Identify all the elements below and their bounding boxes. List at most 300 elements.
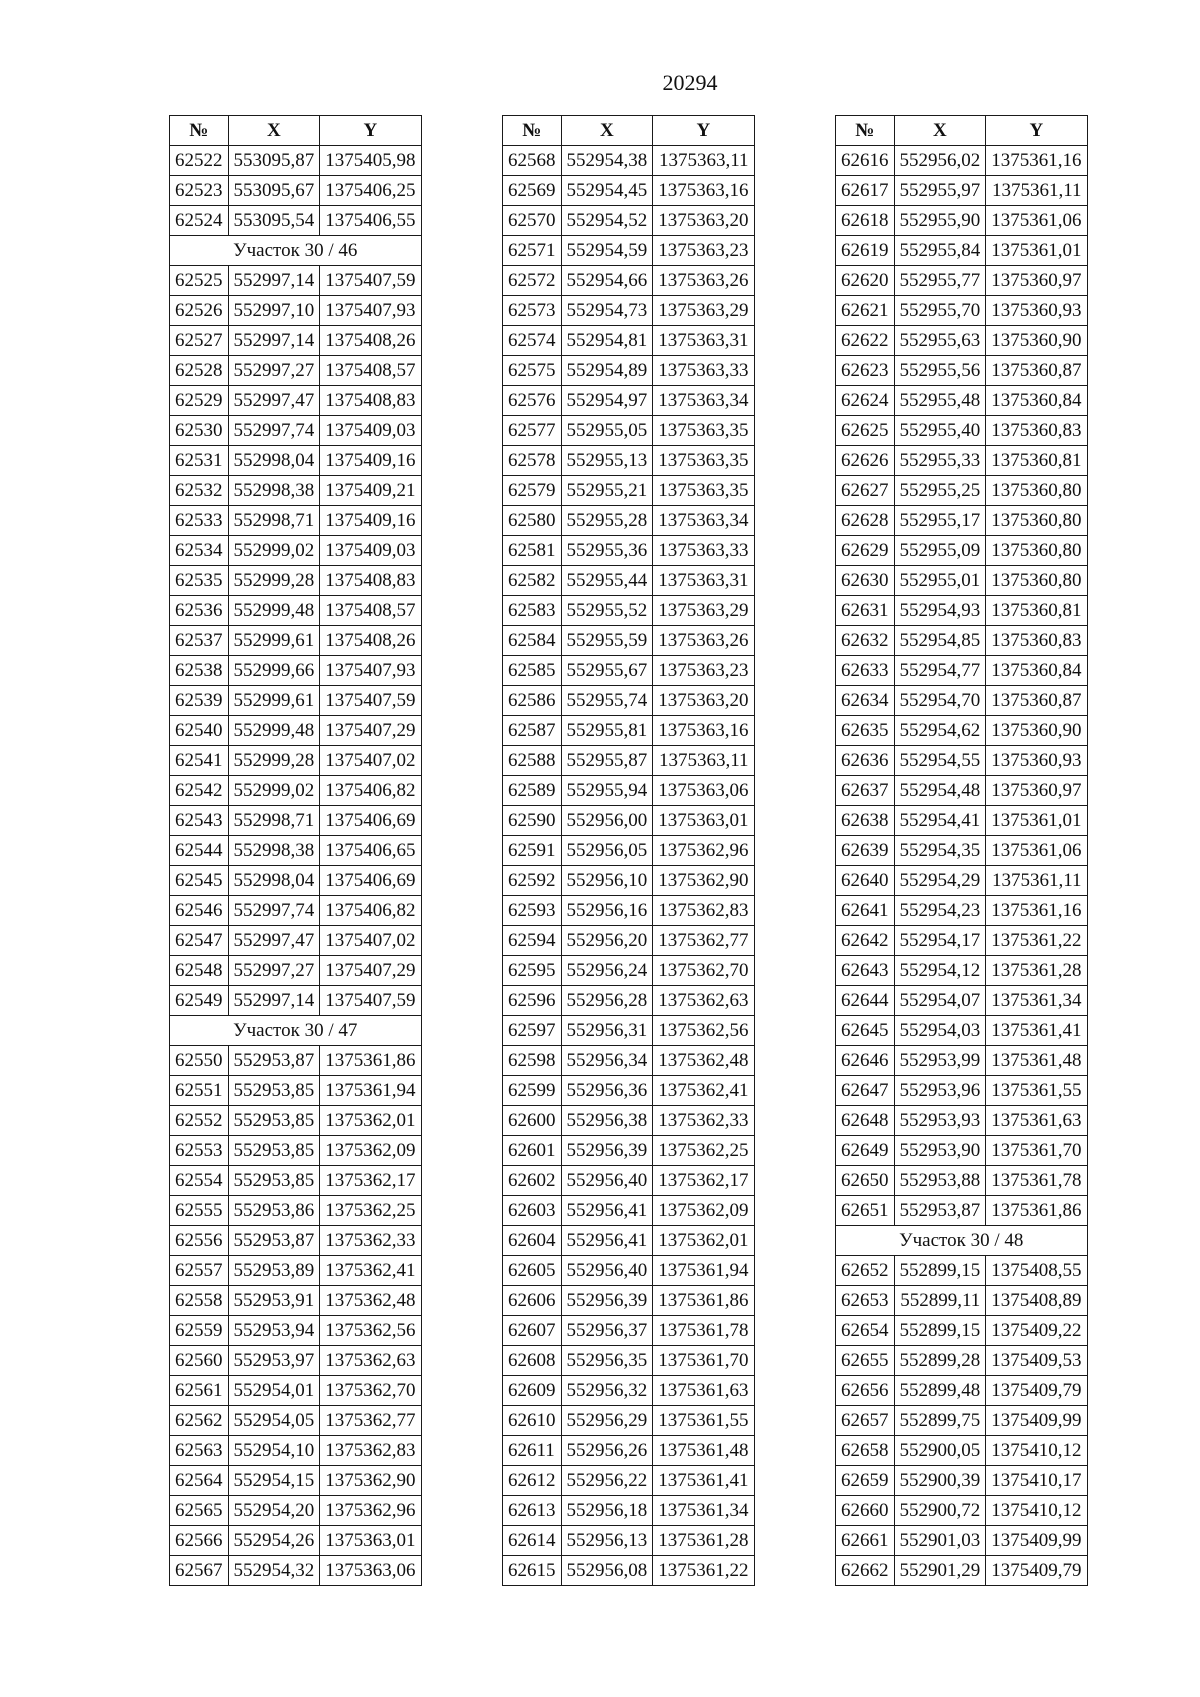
y-coordinate: 1375409,03	[320, 416, 421, 446]
x-coordinate: 552956,36	[561, 1076, 653, 1106]
table-row	[836, 446, 1088, 476]
x-coordinate: 552954,48	[894, 776, 986, 806]
table-row	[503, 1466, 755, 1496]
table-row	[836, 926, 1088, 956]
x-coordinate: 552954,03	[894, 1016, 986, 1046]
x-coordinate: 552953,96	[894, 1076, 986, 1106]
y-coordinate: 1375362,01	[653, 1226, 754, 1256]
y-coordinate: 1375409,16	[320, 506, 421, 536]
y-coordinate: 1375363,26	[653, 626, 754, 656]
table-row	[170, 836, 422, 866]
y-coordinate: 1375362,70	[653, 956, 754, 986]
table-row	[836, 1316, 1088, 1346]
table-row	[503, 1316, 755, 1346]
x-coordinate: 552953,99	[894, 1046, 986, 1076]
table-row	[503, 1046, 755, 1076]
table-row	[503, 866, 755, 896]
x-coordinate: 552997,27	[228, 356, 320, 386]
x-coordinate: 552998,38	[228, 476, 320, 506]
table-row	[170, 326, 422, 356]
y-coordinate: 1375361,48	[653, 1436, 754, 1466]
point-number: 62562	[170, 1406, 229, 1436]
y-coordinate: 1375361,34	[653, 1496, 754, 1526]
x-coordinate: 552953,88	[894, 1166, 986, 1196]
table-row	[170, 1346, 422, 1376]
x-coordinate: 552953,94	[228, 1316, 320, 1346]
y-coordinate: 1375407,29	[320, 716, 421, 746]
x-coordinate: 552956,16	[561, 896, 653, 926]
table-row	[170, 956, 422, 986]
y-coordinate: 1375363,35	[653, 446, 754, 476]
point-number: 62581	[503, 536, 562, 566]
x-coordinate: 552956,00	[561, 806, 653, 836]
x-coordinate: 552956,35	[561, 1346, 653, 1376]
table-row	[503, 716, 755, 746]
x-coordinate: 552953,87	[228, 1046, 320, 1076]
y-coordinate: 1375406,82	[320, 776, 421, 806]
table-row	[503, 1346, 755, 1376]
point-number: 62622	[836, 326, 895, 356]
x-coordinate: 552899,48	[894, 1376, 986, 1406]
x-coordinate: 552956,31	[561, 1016, 653, 1046]
table-header-row	[836, 116, 1088, 146]
x-coordinate: 552954,81	[561, 326, 653, 356]
table-row	[170, 626, 422, 656]
x-coordinate: 552955,63	[894, 326, 986, 356]
point-number: 62564	[170, 1466, 229, 1496]
point-number: 62525	[170, 266, 229, 296]
x-coordinate: 552899,15	[894, 1316, 986, 1346]
point-number: 62648	[836, 1106, 895, 1136]
point-number: 62652	[836, 1256, 895, 1286]
header-x: X	[894, 116, 986, 146]
table-row	[836, 1376, 1088, 1406]
point-number: 62606	[503, 1286, 562, 1316]
y-coordinate: 1375361,16	[986, 146, 1087, 176]
y-coordinate: 1375409,53	[986, 1346, 1087, 1376]
point-number: 62558	[170, 1286, 229, 1316]
x-coordinate: 552953,87	[894, 1196, 986, 1226]
table-row	[170, 296, 422, 326]
section-row	[836, 1226, 1088, 1256]
y-coordinate: 1375363,34	[653, 386, 754, 416]
table-row	[503, 806, 755, 836]
y-coordinate: 1375363,31	[653, 566, 754, 596]
y-coordinate: 1375361,94	[320, 1076, 421, 1106]
x-coordinate: 552956,24	[561, 956, 653, 986]
x-coordinate: 552956,34	[561, 1046, 653, 1076]
x-coordinate: 552954,12	[894, 956, 986, 986]
point-number: 62556	[170, 1226, 229, 1256]
x-coordinate: 552956,40	[561, 1256, 653, 1286]
table-row	[170, 896, 422, 926]
x-coordinate: 552954,89	[561, 356, 653, 386]
point-number: 62662	[836, 1556, 895, 1586]
point-number: 62634	[836, 686, 895, 716]
table-row	[836, 686, 1088, 716]
table-row	[836, 266, 1088, 296]
x-coordinate: 552955,40	[894, 416, 986, 446]
point-number: 62580	[503, 506, 562, 536]
x-coordinate: 552956,39	[561, 1286, 653, 1316]
point-number: 62522	[170, 146, 229, 176]
x-coordinate: 552999,48	[228, 716, 320, 746]
table-row	[170, 566, 422, 596]
x-coordinate: 553095,54	[228, 206, 320, 236]
y-coordinate: 1375406,25	[320, 176, 421, 206]
table-row	[503, 1286, 755, 1316]
table-row	[503, 896, 755, 926]
point-number: 62545	[170, 866, 229, 896]
point-number: 62621	[836, 296, 895, 326]
y-coordinate: 1375408,89	[986, 1286, 1087, 1316]
point-number: 62576	[503, 386, 562, 416]
table-row	[503, 146, 755, 176]
point-number: 62565	[170, 1496, 229, 1526]
table-row	[503, 356, 755, 386]
x-coordinate: 552954,73	[561, 296, 653, 326]
point-number: 62583	[503, 596, 562, 626]
header-number: №	[170, 116, 229, 146]
y-coordinate: 1375361,22	[653, 1556, 754, 1586]
y-coordinate: 1375361,86	[320, 1046, 421, 1076]
y-coordinate: 1375409,79	[986, 1376, 1087, 1406]
y-coordinate: 1375362,90	[653, 866, 754, 896]
x-coordinate: 552953,85	[228, 1166, 320, 1196]
x-coordinate: 552899,11	[894, 1286, 986, 1316]
table-row	[836, 146, 1088, 176]
x-coordinate: 552956,13	[561, 1526, 653, 1556]
point-number: 62559	[170, 1316, 229, 1346]
point-number: 62617	[836, 176, 895, 206]
point-number: 62635	[836, 716, 895, 746]
point-number: 62578	[503, 446, 562, 476]
y-coordinate: 1375362,48	[653, 1046, 754, 1076]
table-row	[836, 1136, 1088, 1166]
table-row	[170, 146, 422, 176]
point-number: 62589	[503, 776, 562, 806]
table-row	[836, 1196, 1088, 1226]
point-number: 62532	[170, 476, 229, 506]
y-coordinate: 1375362,01	[320, 1106, 421, 1136]
point-number: 62560	[170, 1346, 229, 1376]
point-number: 62641	[836, 896, 895, 926]
y-coordinate: 1375362,83	[653, 896, 754, 926]
y-coordinate: 1375361,28	[653, 1526, 754, 1556]
y-coordinate: 1375406,69	[320, 866, 421, 896]
x-coordinate: 552954,77	[894, 656, 986, 686]
table-row	[170, 596, 422, 626]
x-coordinate: 552956,41	[561, 1226, 653, 1256]
y-coordinate: 1375361,06	[986, 836, 1087, 866]
point-number: 62572	[503, 266, 562, 296]
table-row	[836, 1106, 1088, 1136]
point-number: 62584	[503, 626, 562, 656]
x-coordinate: 552956,39	[561, 1136, 653, 1166]
x-coordinate: 552999,02	[228, 536, 320, 566]
x-coordinate: 552954,38	[561, 146, 653, 176]
y-coordinate: 1375360,93	[986, 746, 1087, 776]
x-coordinate: 552956,10	[561, 866, 653, 896]
x-coordinate: 552956,40	[561, 1166, 653, 1196]
x-coordinate: 552955,25	[894, 476, 986, 506]
y-coordinate: 1375361,78	[653, 1316, 754, 1346]
point-number: 62529	[170, 386, 229, 416]
x-coordinate: 552955,59	[561, 626, 653, 656]
table-row	[836, 386, 1088, 416]
table-row	[170, 986, 422, 1016]
table-row	[836, 1436, 1088, 1466]
x-coordinate: 552954,20	[228, 1496, 320, 1526]
table-row	[170, 1556, 422, 1586]
y-coordinate: 1375360,93	[986, 296, 1087, 326]
y-coordinate: 1375360,90	[986, 326, 1087, 356]
point-number: 62546	[170, 896, 229, 926]
x-coordinate: 552956,28	[561, 986, 653, 1016]
point-number: 62639	[836, 836, 895, 866]
table-row	[503, 1436, 755, 1466]
table-row	[503, 446, 755, 476]
x-coordinate: 552956,26	[561, 1436, 653, 1466]
x-coordinate: 552955,87	[561, 746, 653, 776]
y-coordinate: 1375408,83	[320, 566, 421, 596]
x-coordinate: 552954,35	[894, 836, 986, 866]
table-row	[836, 656, 1088, 686]
table-row	[836, 956, 1088, 986]
y-coordinate: 1375360,80	[986, 566, 1087, 596]
y-coordinate: 1375362,56	[653, 1016, 754, 1046]
table-row	[503, 266, 755, 296]
x-coordinate: 552954,93	[894, 596, 986, 626]
point-number: 62601	[503, 1136, 562, 1166]
x-coordinate: 552953,86	[228, 1196, 320, 1226]
y-coordinate: 1375361,22	[986, 926, 1087, 956]
y-coordinate: 1375363,06	[320, 1556, 421, 1586]
x-coordinate: 552953,85	[228, 1076, 320, 1106]
table-row	[503, 656, 755, 686]
point-number: 62531	[170, 446, 229, 476]
point-number: 62626	[836, 446, 895, 476]
y-coordinate: 1375361,16	[986, 896, 1087, 926]
x-coordinate: 552954,05	[228, 1406, 320, 1436]
point-number: 62643	[836, 956, 895, 986]
point-number: 62570	[503, 206, 562, 236]
table-row	[836, 416, 1088, 446]
y-coordinate: 1375361,55	[653, 1406, 754, 1436]
x-coordinate: 552998,04	[228, 866, 320, 896]
x-coordinate: 552955,70	[894, 296, 986, 326]
y-coordinate: 1375361,63	[986, 1106, 1087, 1136]
x-coordinate: 552954,97	[561, 386, 653, 416]
y-coordinate: 1375363,34	[653, 506, 754, 536]
point-number: 62596	[503, 986, 562, 1016]
y-coordinate: 1375360,87	[986, 686, 1087, 716]
x-coordinate: 552997,74	[228, 896, 320, 926]
y-coordinate: 1375360,87	[986, 356, 1087, 386]
coordinate-table	[835, 115, 1088, 1586]
table-row	[503, 176, 755, 206]
point-number: 62539	[170, 686, 229, 716]
point-number: 62541	[170, 746, 229, 776]
point-number: 62561	[170, 1376, 229, 1406]
table-row	[503, 206, 755, 236]
table-row	[170, 176, 422, 206]
point-number: 62632	[836, 626, 895, 656]
y-coordinate: 1375360,81	[986, 596, 1087, 626]
x-coordinate: 552956,38	[561, 1106, 653, 1136]
point-number: 62647	[836, 1076, 895, 1106]
table-row	[503, 926, 755, 956]
y-coordinate: 1375361,01	[986, 806, 1087, 836]
point-number: 62554	[170, 1166, 229, 1196]
x-coordinate: 552954,62	[894, 716, 986, 746]
point-number: 62608	[503, 1346, 562, 1376]
table-row	[503, 1166, 755, 1196]
table-row	[170, 1466, 422, 1496]
point-number: 62591	[503, 836, 562, 866]
table-row	[170, 536, 422, 566]
table-row	[503, 596, 755, 626]
section-row	[170, 1016, 422, 1046]
x-coordinate: 552955,97	[894, 176, 986, 206]
table-row	[170, 1316, 422, 1346]
table-row	[836, 746, 1088, 776]
y-coordinate: 1375409,21	[320, 476, 421, 506]
x-coordinate: 552955,94	[561, 776, 653, 806]
x-coordinate: 552999,28	[228, 566, 320, 596]
point-number: 62656	[836, 1376, 895, 1406]
y-coordinate: 1375361,63	[653, 1376, 754, 1406]
point-number: 62586	[503, 686, 562, 716]
x-coordinate: 552955,17	[894, 506, 986, 536]
table-row	[836, 536, 1088, 566]
point-number: 62629	[836, 536, 895, 566]
point-number: 62611	[503, 1436, 562, 1466]
y-coordinate: 1375363,23	[653, 236, 754, 266]
table-row	[503, 1256, 755, 1286]
y-coordinate: 1375361,78	[986, 1166, 1087, 1196]
header-x: X	[561, 116, 653, 146]
y-coordinate: 1375362,25	[320, 1196, 421, 1226]
table-row	[170, 1136, 422, 1166]
point-number: 62594	[503, 926, 562, 956]
x-coordinate: 552955,36	[561, 536, 653, 566]
point-number: 62631	[836, 596, 895, 626]
x-coordinate: 552997,74	[228, 416, 320, 446]
x-coordinate: 552955,77	[894, 266, 986, 296]
table-row	[170, 1106, 422, 1136]
x-coordinate: 552955,13	[561, 446, 653, 476]
point-number: 62550	[170, 1046, 229, 1076]
x-coordinate: 552956,32	[561, 1376, 653, 1406]
table-row	[503, 1376, 755, 1406]
point-number: 62653	[836, 1286, 895, 1316]
table-row	[170, 506, 422, 536]
y-coordinate: 1375407,93	[320, 656, 421, 686]
x-coordinate: 552997,27	[228, 956, 320, 986]
point-number: 62602	[503, 1166, 562, 1196]
point-number: 62535	[170, 566, 229, 596]
table-row	[170, 806, 422, 836]
table-row	[503, 236, 755, 266]
x-coordinate: 552954,23	[894, 896, 986, 926]
table-row	[170, 416, 422, 446]
y-coordinate: 1375407,02	[320, 746, 421, 776]
y-coordinate: 1375360,97	[986, 776, 1087, 806]
y-coordinate: 1375409,99	[986, 1526, 1087, 1556]
x-coordinate: 552953,97	[228, 1346, 320, 1376]
y-coordinate: 1375362,09	[320, 1136, 421, 1166]
point-number: 62588	[503, 746, 562, 776]
y-coordinate: 1375406,82	[320, 896, 421, 926]
table-header-row	[503, 116, 755, 146]
y-coordinate: 1375360,80	[986, 506, 1087, 536]
table-row	[503, 776, 755, 806]
x-coordinate: 552900,72	[894, 1496, 986, 1526]
y-coordinate: 1375363,11	[653, 146, 754, 176]
table-row	[503, 476, 755, 506]
point-number: 62574	[503, 326, 562, 356]
y-coordinate: 1375361,11	[986, 176, 1087, 206]
table-row	[170, 1226, 422, 1256]
x-coordinate: 552999,61	[228, 686, 320, 716]
point-number: 62633	[836, 656, 895, 686]
y-coordinate: 1375361,34	[986, 986, 1087, 1016]
table-row	[503, 1226, 755, 1256]
table-row	[836, 476, 1088, 506]
x-coordinate: 552954,10	[228, 1436, 320, 1466]
table-row	[836, 506, 1088, 536]
table-row	[836, 626, 1088, 656]
x-coordinate: 552956,22	[561, 1466, 653, 1496]
y-coordinate: 1375361,86	[986, 1196, 1087, 1226]
table-row	[836, 986, 1088, 1016]
point-number: 62628	[836, 506, 895, 536]
point-number: 62614	[503, 1526, 562, 1556]
point-number: 62567	[170, 1556, 229, 1586]
x-coordinate: 552955,56	[894, 356, 986, 386]
point-number: 62528	[170, 356, 229, 386]
y-coordinate: 1375360,83	[986, 626, 1087, 656]
point-number: 62597	[503, 1016, 562, 1046]
table-row	[170, 1406, 422, 1436]
y-coordinate: 1375363,29	[653, 296, 754, 326]
x-coordinate: 552955,52	[561, 596, 653, 626]
y-coordinate: 1375409,99	[986, 1406, 1087, 1436]
x-coordinate: 553095,87	[228, 146, 320, 176]
x-coordinate: 552955,84	[894, 236, 986, 266]
table-row	[836, 806, 1088, 836]
x-coordinate: 552899,15	[894, 1256, 986, 1286]
table-row	[503, 536, 755, 566]
table-row	[170, 686, 422, 716]
y-coordinate: 1375406,69	[320, 806, 421, 836]
point-number: 62615	[503, 1556, 562, 1586]
table-row	[170, 1046, 422, 1076]
x-coordinate: 552899,75	[894, 1406, 986, 1436]
point-number: 62604	[503, 1226, 562, 1256]
y-coordinate: 1375361,41	[986, 1016, 1087, 1046]
point-number: 62638	[836, 806, 895, 836]
point-number: 62658	[836, 1436, 895, 1466]
y-coordinate: 1375407,29	[320, 956, 421, 986]
y-coordinate: 1375361,28	[986, 956, 1087, 986]
y-coordinate: 1375363,33	[653, 536, 754, 566]
table-row	[503, 626, 755, 656]
x-coordinate: 552955,28	[561, 506, 653, 536]
point-number: 62563	[170, 1436, 229, 1466]
x-coordinate: 552955,09	[894, 536, 986, 566]
